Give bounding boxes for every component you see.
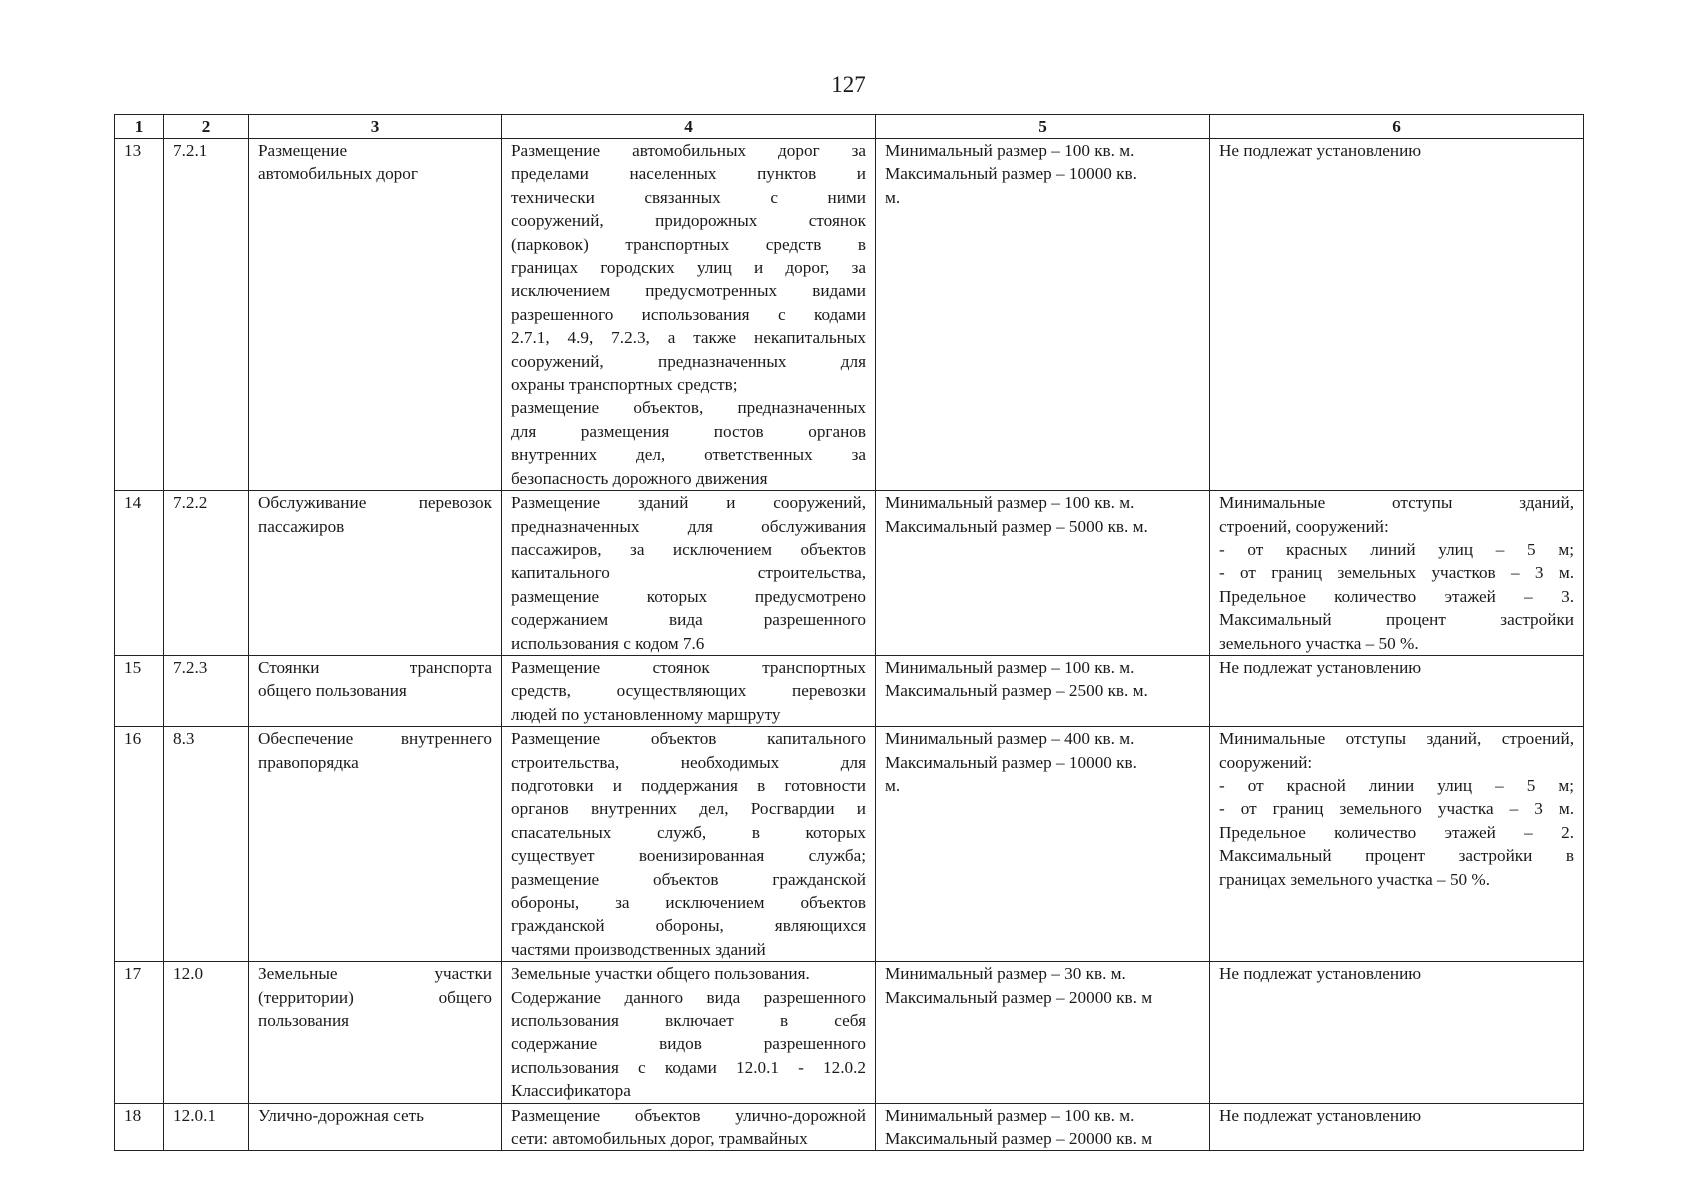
use-name-cell (249, 139, 502, 491)
cell-line: Классификатора (511, 1081, 631, 1101)
cell-line: Размещение (258, 141, 348, 160)
cell-line: границах городских улиц и дорог, за (511, 258, 866, 278)
cell-line: (территории) общего (258, 987, 492, 1007)
table-row (115, 655, 1584, 726)
cell-line: - от красных линий улиц – 5 м; (1219, 539, 1574, 559)
cell-line: использования с кодами 12.0.1 - 12.0.2 (511, 1057, 866, 1077)
cell-line: общего пользования (258, 681, 407, 701)
cell-line: исключением предусмотренных видами (511, 281, 866, 301)
use-name-cell (249, 962, 502, 1103)
plot-size-cell (876, 139, 1210, 491)
cell-line: обороны, за исключением объектов (511, 893, 866, 912)
cell-line: капитального строительства, (511, 563, 866, 583)
cell-line: сооружений: (1219, 752, 1313, 772)
table-row (115, 727, 1584, 962)
cell-line: сети: автомобильных дорог, трамвайных (511, 1129, 808, 1149)
plot-size-cell (876, 655, 1210, 726)
cell-line: размещение объектов гражданской (511, 869, 866, 889)
cell-line: - от красной линии улиц – 5 м; (1219, 775, 1574, 795)
cell-line: Минимальный размер – 30 кв. м. (885, 964, 1126, 984)
cell-line: Минимальный размер – 100 кв. м. (885, 141, 1135, 160)
cell-line: пределами населенных пунктов и (511, 164, 866, 184)
cell-line: безопасность дорожного движения (511, 468, 768, 488)
use-name-cell (249, 727, 502, 962)
cell-line: м. (885, 187, 901, 207)
row-number: 13 (115, 139, 164, 491)
cell-line: размещение объектов, предназначенных (511, 398, 866, 418)
cell-line: Предельное количество этажей – 2. (1219, 822, 1574, 842)
cell-line: размещение которых предусмотрено (511, 586, 866, 606)
plot-size-cell (876, 491, 1210, 656)
cell-line: (парковок) транспортных средств в (511, 234, 866, 254)
cell-line: Не подлежат установлению (1219, 657, 1422, 677)
cell-line: содержание видов разрешенного (511, 1034, 866, 1054)
row-code: 7.2.3 (164, 655, 249, 726)
cell-line: сооружений, придорожных стоянок (511, 211, 866, 231)
row-code: 7.2.1 (164, 139, 249, 491)
table-body (115, 139, 1584, 1151)
cell-line: охраны транспортных средств; (511, 375, 738, 395)
cell-line: Минимальные отступы зданий, строений, (1219, 729, 1574, 749)
use-description-cell (502, 727, 876, 962)
building-params-cell (1210, 727, 1584, 962)
cell-line: Земельные участки (258, 964, 492, 984)
building-params-cell (1210, 139, 1584, 491)
building-params-cell (1210, 962, 1584, 1103)
cell-line: Максимальный процент застройки (1219, 610, 1574, 630)
cell-line: органов внутренних дел, Росгвардии и (511, 799, 866, 819)
cell-line: Максимальный размер – 2500 кв. м. (885, 681, 1148, 701)
cell-line: Максимальный размер – 10000 кв. (885, 752, 1137, 772)
table-row (115, 1103, 1584, 1151)
cell-line: Минимальный размер – 100 кв. м. (885, 1105, 1135, 1125)
zoning-table (114, 114, 1584, 1151)
table-header-row (115, 115, 1584, 139)
column-header: 1 (115, 115, 164, 139)
cell-line: Предельное количество этажей – 3. (1219, 586, 1574, 606)
column-header: 5 (876, 115, 1210, 139)
cell-line: Улично-дорожная сеть (258, 1105, 424, 1125)
building-params-cell (1210, 491, 1584, 656)
cell-line: строительства, необходимых для (511, 752, 866, 772)
use-description-cell (502, 1103, 876, 1151)
cell-line: Содержание данного вида разрешенного (511, 987, 866, 1007)
column-header: 6 (1210, 115, 1584, 139)
cell-line: - от границ земельного участка – 3 м. (1219, 799, 1574, 819)
cell-line: Не подлежат установлению (1219, 964, 1422, 984)
cell-line: Минимальные отступы зданий, (1219, 493, 1574, 513)
cell-line: Максимальный размер – 5000 кв. м. (885, 516, 1148, 536)
table-row (115, 491, 1584, 656)
cell-line: существует военизированная служба; (511, 846, 866, 866)
cell-line: Стоянки транспорта (258, 657, 492, 677)
plot-size-cell (876, 1103, 1210, 1151)
cell-line: Не подлежат установлению (1219, 141, 1422, 160)
row-number: 16 (115, 727, 164, 962)
cell-line: Минимальный размер – 400 кв. м. (885, 729, 1135, 749)
cell-line: Минимальный размер – 100 кв. м. (885, 493, 1135, 513)
plot-size-cell (876, 962, 1210, 1103)
cell-line: частями производственных зданий (511, 939, 766, 959)
use-description-cell (502, 655, 876, 726)
cell-line: Размещение стоянок транспортных (511, 657, 866, 677)
cell-line: Максимальный размер – 10000 кв. (885, 164, 1137, 184)
cell-line: Максимальный процент застройки в (1219, 846, 1574, 866)
cell-line: м. (885, 775, 901, 795)
cell-line: содержанием вида разрешенного (511, 610, 866, 630)
cell-line: 2.7.1, 4.9, 7.2.3, а также некапитальных (511, 328, 866, 348)
row-code: 8.3 (164, 727, 249, 962)
cell-line: использования с кодом 7.6 (511, 633, 705, 653)
cell-line: сооружений, предназначенных для (511, 351, 866, 371)
cell-line: Максимальный размер – 20000 кв. м (885, 1129, 1153, 1149)
table-row (115, 962, 1584, 1103)
cell-line: земельного участка – 50 %. (1219, 633, 1419, 653)
row-number: 17 (115, 962, 164, 1103)
cell-line: Размещение автомобильных дорог за (511, 141, 866, 160)
building-params-cell (1210, 1103, 1584, 1151)
cell-line: Минимальный размер – 100 кв. м. (885, 657, 1135, 677)
column-header: 4 (502, 115, 876, 139)
row-number: 18 (115, 1103, 164, 1151)
use-description-cell (502, 139, 876, 491)
cell-line: пользования (258, 1011, 350, 1031)
cell-line: правопорядка (258, 752, 359, 772)
cell-line: подготовки и поддержания в готовности (511, 775, 866, 795)
cell-line: гражданской обороны, являющихся (511, 916, 866, 936)
cell-line: Земельные участки общего пользования. (511, 964, 810, 984)
row-code: 12.0.1 (164, 1103, 249, 1151)
cell-line: Размещение зданий и сооружений, (511, 493, 866, 513)
cell-line: технически связанных с ними (511, 187, 866, 207)
cell-line: людей по установленному маршруту (511, 704, 781, 724)
building-params-cell (1210, 655, 1584, 726)
plot-size-cell (876, 727, 1210, 962)
cell-line: спасательных служб, в которых (511, 822, 866, 842)
cell-line: пассажиров, за исключением объектов (511, 539, 866, 559)
page-number: 127 (831, 72, 866, 97)
cell-line: границах земельного участка – 50 %. (1219, 869, 1491, 889)
cell-line: использования включает в себя (511, 1011, 866, 1031)
cell-line: разрешенного использования с кодами (511, 304, 866, 324)
cell-line: пассажиров (258, 516, 345, 536)
cell-line: строений, сооружений: (1219, 516, 1389, 536)
use-description-cell (502, 962, 876, 1103)
cell-line: средств, осуществляющих перевозки (511, 681, 866, 701)
row-code: 12.0 (164, 962, 249, 1103)
use-name-cell (249, 655, 502, 726)
cell-line: Обслуживание перевозок (258, 493, 492, 513)
row-number: 14 (115, 491, 164, 656)
cell-line: Не подлежат установлению (1219, 1105, 1422, 1125)
cell-line: внутренних дел, ответственных за (511, 445, 866, 465)
row-number: 15 (115, 655, 164, 726)
use-name-cell (249, 1103, 502, 1151)
cell-line: Размещение объектов улично-дорожной (511, 1105, 866, 1125)
table-row (115, 139, 1584, 491)
cell-line: Размещение объектов капитального (511, 729, 866, 749)
row-code: 7.2.2 (164, 491, 249, 656)
column-header: 3 (249, 115, 502, 139)
cell-line: для размещения постов органов (511, 421, 866, 441)
use-name-cell (249, 491, 502, 656)
cell-line: автомобильных дорог (258, 164, 418, 184)
cell-line: предназначенных для обслуживания (511, 516, 866, 536)
column-header: 2 (164, 115, 249, 139)
use-description-cell (502, 491, 876, 656)
cell-line: Обеспечение внутреннего (258, 729, 492, 749)
cell-line: - от границ земельных участков – 3 м. (1219, 563, 1574, 583)
cell-line: Максимальный размер – 20000 кв. м (885, 987, 1153, 1007)
